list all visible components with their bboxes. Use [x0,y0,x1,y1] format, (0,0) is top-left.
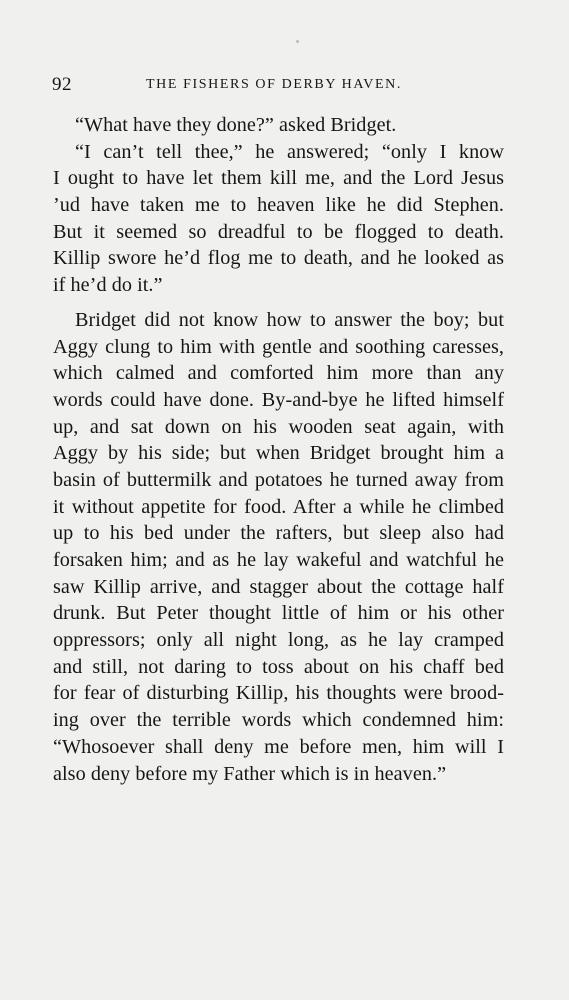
text-line: Aggy clung to him with gentle and soothing caresses, [53,335,504,358]
text-line: “What have they done?” asked Bridget. [75,114,397,136]
text-line: if he’d do it.” [53,274,163,297]
paper-speck [296,40,299,43]
text-line: ’ud have taken me to heaven like he did Stephen. [53,194,504,217]
text-line: words could have done. By-and-bye he lifted himself [53,388,504,411]
text-line: But it seemed so dreadful to be flogged to death. [53,220,504,243]
page-number: 92 [52,74,72,95]
text-line: Bridget did not know how to answer the boy; but [75,308,504,331]
text-line: also deny before my Father which is in heaven.” [53,762,447,785]
text-line: for fear of disturbing Killip, his thoughts were brood- [53,682,504,705]
text-line: it without appetite for food. After a while he climbed [53,495,504,518]
body-text [53,112,504,787]
text-line: basin of buttermilk and potatoes he turned away from [53,468,504,491]
text-line: up, and sat down on his wooden seat again, with [53,415,504,438]
text-line: and still, not daring to toss about on his chaff bed [53,655,504,678]
running-title: THE FISHERS OF DERBY HAVEN. [146,77,402,92]
text-line: Killip swore he’d flog me to death, and he looked as [53,247,504,270]
paragraph-gap [53,299,504,307]
text-line: drunk. But Peter thought little of him or his other [53,602,504,625]
text-line: “Whosoever shall deny me before men, him will I [53,735,504,758]
text-line: up to his bed under the rafters, but sleep also had [53,522,504,545]
text-line: ing over the terrible words which condemned him: [53,709,504,732]
text-line: I ought to have let them kill me, and the Lord Jesus [53,167,504,190]
text-line: saw Killip arrive, and stagger about the cottage half [53,575,504,598]
text-line: Aggy by his side; but when Bridget brought him a [53,442,504,465]
text-line: oppressors; only all night long, as he lay cramped [53,629,504,652]
text-line: which calmed and comforted him more than any [53,362,504,385]
text-line: “I can’t tell thee,” he answered; “only I know [75,140,504,163]
text-line: forsaken him; and as he lay wakeful and watchful he [53,549,504,571]
page-header [52,74,504,98]
